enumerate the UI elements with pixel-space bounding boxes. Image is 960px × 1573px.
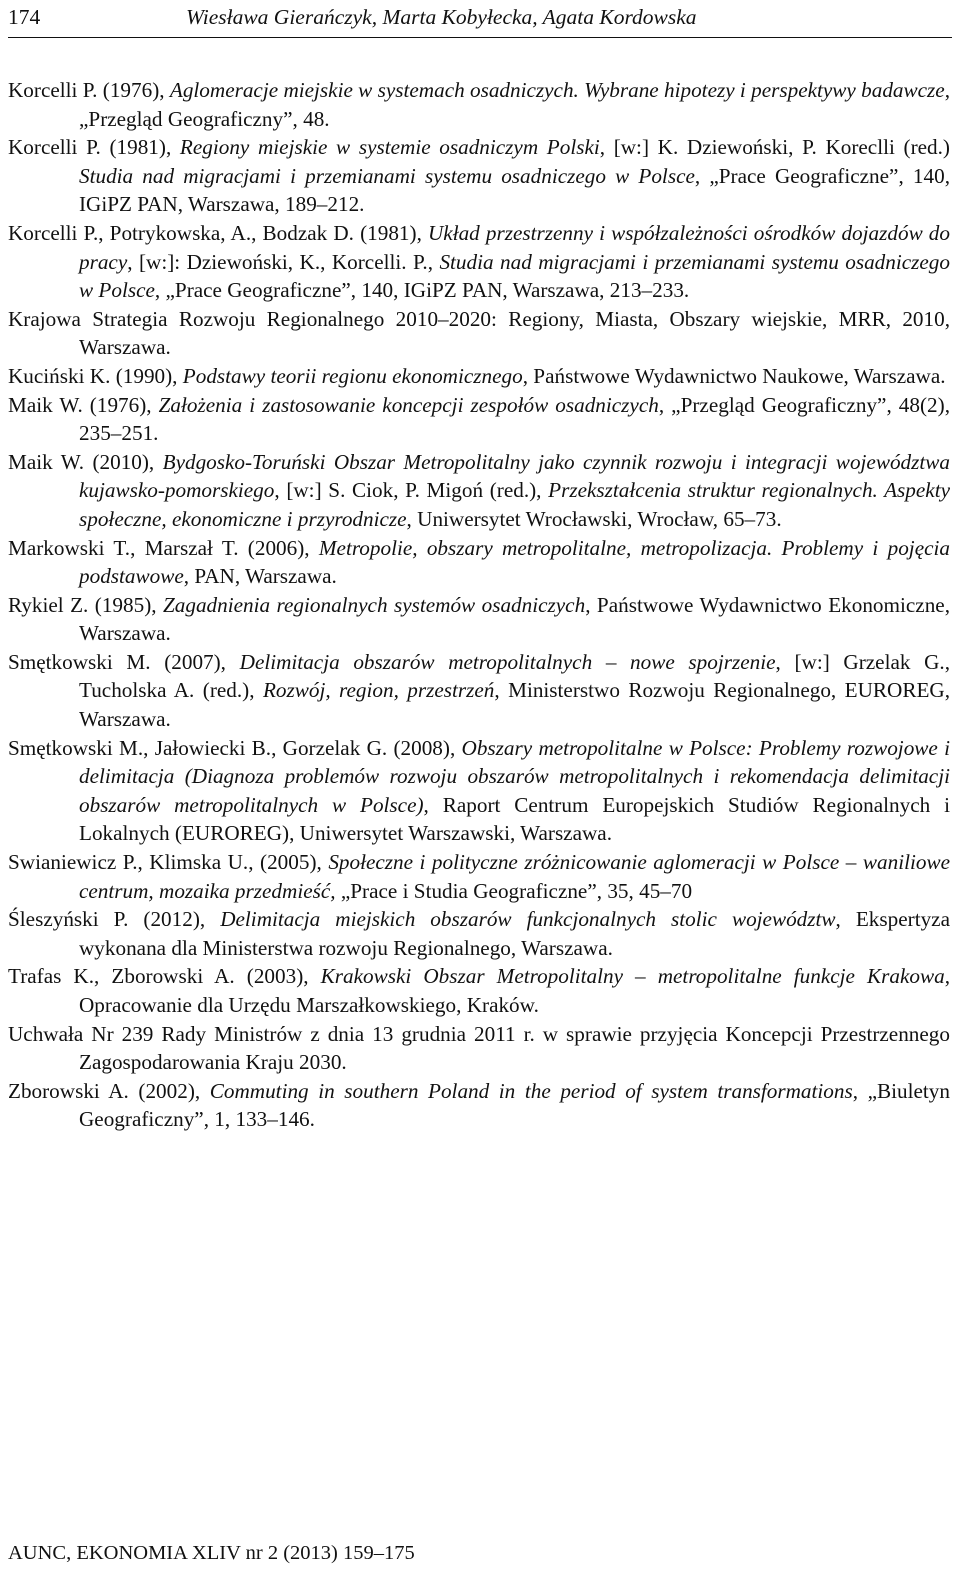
reference-text: Smętkowski M., Jałowiecki B., Gorzelak G. (2008), [8, 735, 462, 760]
reference-text: Korcelli P. (1976), [8, 78, 170, 102]
reference-text: Swianiewicz P., Klimska U., (2005), [8, 850, 329, 875]
reference-text: „Prace i Studia Geograficzne”, 35, 45–70 [335, 878, 693, 903]
reference-text: Korcelli P. (1981), [8, 135, 180, 160]
reference-entry [8, 534, 950, 591]
reference-entry [8, 1020, 950, 1077]
reference-title: Założenia i zastosowanie koncepcji zespołów osadniczych [158, 392, 659, 417]
reference-list [8, 76, 950, 1134]
reference-text: , Opracowanie dla Urzędu Marszałkowskiego, Kraków. [79, 964, 951, 1017]
reference-text: Kuciński K. (1990), [8, 363, 183, 388]
reference-text: , „Przegląd Geograficzny”, 48. [79, 78, 951, 131]
reference-text: , „Przegląd Geograficzny”, 48(2), 235–251. [79, 392, 950, 446]
reference-text: Rykiel Z. (1985), [8, 592, 163, 617]
page-number: 174 [8, 5, 41, 29]
reference-text: , „Prace Geograficzne”, 140, IGiPZ PAN, Warszawa, 189–212. [79, 163, 950, 217]
running-title-authors: Wiesława Gierańczyk, Marta Kobyłecka, Agata Kordowska [186, 5, 697, 29]
reference-title: Społeczne i polityczne zróżnicowanie aglomeracji w Polsce – waniliowe centrum, mozaika przedmieść, [79, 850, 951, 903]
reference-entry [8, 219, 950, 305]
reference-text: Maik W. (2010), [8, 449, 163, 474]
reference-entry [8, 391, 950, 448]
reference-text: , PAN, Warszawa. [183, 564, 337, 589]
page-header [8, 0, 952, 38]
reference-entry [8, 648, 950, 734]
reference-title: Przekształcenia struktur regionalnych. Aspekty społeczne, ekonomiczne i przyrodnicze [79, 478, 950, 531]
reference-entry [8, 848, 950, 905]
reference-text: , Raport Centrum Europejskich Studiów Regionalnych i Lokalnych (EUROREG), Uniwersytet Warszawski, Warszawa. [79, 792, 950, 846]
reference-text: , Państwowe Wydawnictwo Ekonomiczne, Warszawa. [79, 592, 950, 646]
reference-title: Obszary metropolitalne w Polsce: Problemy rozwojowe i delimitacja (Diagnoza problemów rozwoju obszarów metropolitalnych i rekomendacja delimitacji obszarów metropolitalnych w Polsce) [79, 735, 950, 817]
reference-title: Studia nad migracjami i przemianami systemu osadniczego w Polsce [79, 163, 695, 188]
reference-entry [8, 962, 950, 1019]
reference-text: , [w:] K. Dziewoński, P. Koreclli (red.) [599, 135, 950, 160]
reference-title: Zagadnienia regionalnych systemów osadniczych [162, 592, 586, 617]
reference-text: , [w:]: Dziewoński, K., Korcelli. P., [127, 249, 440, 274]
reference-text: Korcelli P., Potrykowska, A., Bodzak D. (1981), [8, 220, 428, 245]
reference-title: Podstawy teorii regionu ekonomicznego [182, 363, 523, 388]
reference-text: Maik W. (1976), [8, 392, 159, 417]
reference-entry [8, 905, 950, 962]
reference-entry [8, 448, 950, 534]
reference-entry [8, 133, 950, 219]
reference-title: Rozwój, region, przestrzeń [262, 678, 495, 703]
reference-entry [8, 591, 950, 648]
reference-title: Regiony miejskie w systemie osadniczym Polski [179, 135, 600, 160]
reference-entry [8, 1077, 950, 1134]
reference-text: Trafas K., Zborowski A. (2003), [8, 964, 321, 989]
reference-title: Delimitacja miejskich obszarów funkcjonalnych stolic województw [220, 907, 836, 932]
reference-entry [8, 76, 950, 133]
reference-text: , [w:] S. Ciok, P. Migoń (red.), [274, 478, 549, 503]
reference-text: , Ekspertyza wykonana dla Ministerstwa rozwoju Regionalnego, Warszawa. [79, 907, 950, 960]
reference-text: Krajowa Strategia Rozwoju Regionalnego 2010–2020: Regiony, Miasta, Obszary wiejskie, MRR, 2010, Warszawa. [8, 306, 950, 360]
reference-title: Układ przestrzenny i współzależności ośrodków dojazdów do pracy [79, 220, 950, 274]
journal-citation: AUNC, EKONOMIA XLIV nr 2 (2013) 159–175 [8, 1542, 415, 1564]
reference-title: Commuting in southern Poland in the period of system transformations [209, 1078, 853, 1103]
reference-text: Uchwała Nr 239 Rady Ministrów z dnia 13 grudnia 2011 r. w sprawie przyjęcia Koncepcji Przestrzennego Zagospodarowania Kraju 2030. [8, 1021, 950, 1075]
reference-text: , [w:] Grzelak G., Tucholska A. (red.), [79, 649, 951, 703]
reference-title: Bydgosko-Toruński Obszar Metropolitalny jako czynnik rozwoju i integracji województwa kujawsko-pomorskiego [79, 449, 951, 503]
reference-text: Smętkowski M. (2007), [8, 649, 240, 674]
reference-title: Aglomeracje miejskie w systemach osadniczych. Wybrane hipotezy i perspektywy badawcze [169, 78, 945, 102]
page-footer [8, 1540, 415, 1566]
reference-text: , Państwowe Wydawnictwo Naukowe, Warszawa. [522, 363, 946, 388]
reference-title: Metropolie, obszary metropolitalne, metropolizacja. Problemy i pojęcia podstawowe [79, 535, 950, 589]
reference-text: , „Prace Geograficzne”, 140, IGiPZ PAN, Warszawa, 213–233. [154, 278, 690, 303]
reference-text: Zborowski A. (2002), [8, 1078, 210, 1103]
reference-text: Śleszyński P. (2012), [8, 907, 221, 932]
reference-text: , Uniwersytet Wrocławski, Wrocław, 65–73. [406, 506, 782, 531]
reference-entry [8, 305, 950, 362]
reference-entry [8, 734, 950, 848]
reference-title: Delimitacja obszarów metropolitalnych – nowe spojrzenie [239, 649, 776, 674]
reference-text: , Ministerstwo Rozwoju Regionalnego, EUROREG, Warszawa. [79, 678, 950, 732]
reference-title: Krakowski Obszar Metropolitalny – metropolitalne funkcje Krakowa [320, 964, 945, 989]
reference-title: Studia nad migracjami i przemianami systemu osadniczego w Polsce [79, 249, 950, 303]
reference-text: Markowski T., Marszał T. (2006), [8, 535, 319, 560]
reference-entry [8, 362, 950, 391]
reference-text: , „Biuletyn Geograficzny”, 1, 133–146. [79, 1078, 950, 1132]
